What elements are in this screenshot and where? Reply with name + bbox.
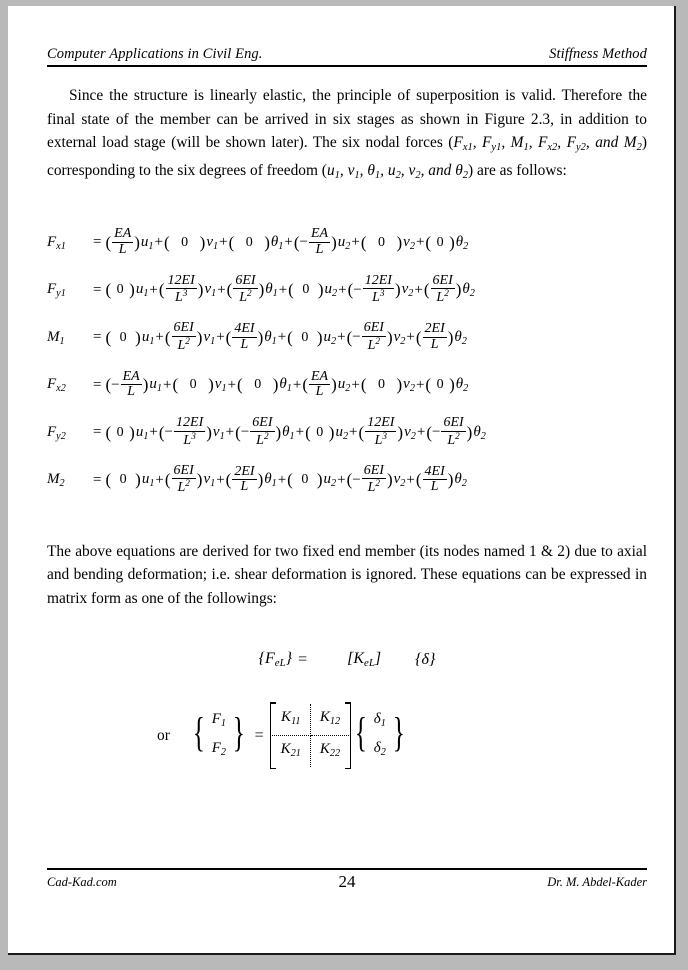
coefficient-zero: 0 [378,234,385,250]
equation-row [47,266,647,314]
equation-term: ( 0 ) $v_1$ [172,375,227,395]
fraction-denominator: $L^2$ [177,478,190,495]
equation-term: ( 0 ) $u_2$ [287,470,337,490]
running-head-right: Stiffness Method [549,46,647,62]
matrix-form-partitioned [47,702,647,769]
fraction-numerator: 6EI [173,462,194,478]
page-content [47,46,647,769]
equation-lhs: $M_1$ [47,328,65,347]
fraction-denominator: $L^3$ [183,430,196,448]
fraction-numerator: 6EI [235,272,256,288]
fraction-numerator: 12EI [176,415,204,431]
plus-sign: + [277,329,287,346]
equation-term: ( $\frac{6EI}{L^2}$ ) $\theta_2$ [423,272,475,305]
coefficient-zero: 0 [301,329,309,345]
fraction [111,227,134,257]
equals-sign: = [93,376,102,393]
fraction [120,370,143,400]
running-head-left: Computer Applications in Civil Eng. [47,46,263,62]
equation-term: ( 0 ) $u_1$ [105,422,149,442]
fraction-denominator: $L^3$ [174,288,188,305]
left-brace-icon: { [354,708,368,755]
fraction-numerator: 6EI [432,272,453,288]
equation-lhs: $F_{y1}$ [47,281,66,300]
running-head [47,46,647,67]
equation-variable: $\theta_2$ [454,328,467,347]
equation-term: ( $\frac{2EI}{L}$ ) $\theta_1$ [225,463,277,495]
plus-sign: + [406,471,415,488]
equation-term: ( 0 ) $u_1$ [105,470,155,490]
equation-block [47,219,647,504]
fraction [249,416,275,448]
coefficient-zero: 0 [378,377,385,393]
matrix-cell: $K_{12}$ [311,704,349,736]
equation-variable: $v_2$ [404,423,416,442]
plus-sign: + [216,329,225,346]
plus-sign: + [338,281,347,298]
equation-term: ( − $\frac{EA}{L}$ ) $u_1$ [105,368,162,400]
fraction-denominator: $L^2$ [256,430,269,448]
plus-sign: + [219,234,228,251]
equation-term: ( $\frac{4EI}{L}$ ) $\theta_2$ [415,463,467,495]
plus-sign: + [278,281,288,298]
equation-term: ( 0 ) $v_2$ [360,375,415,395]
equation-variable: $u_2$ [335,423,349,442]
equation-variable: $\theta_1$ [270,233,284,252]
equation-variable: $v_1$ [206,233,219,252]
explanation-paragraph: The above equations are derived for two fixed end member (its nodes named 1 & 2) due to axial and bending deformation; i.e. shear deformation is ignored. These equations can be expressed in matrix form as one of the followings: [47,542,647,607]
equation-variable: $u_2$ [323,471,337,490]
fraction [231,322,257,352]
equation-term: ( − $\frac{6EI}{L^2}$ ) $\theta_1$ [235,415,295,448]
plus-sign: + [225,424,235,441]
fraction-numerator: 6EI [363,320,384,336]
plus-sign: + [337,329,346,346]
minus-sign: − [111,376,120,393]
page-footer [47,868,647,890]
bracket-cap-right [345,702,350,769]
equation-term: ( $\frac{EA}{L}$ ) $u_2$ [302,368,351,400]
equation-variable: $\theta_2$ [454,471,467,490]
equals-sign: = [93,281,102,298]
plus-sign: + [416,424,426,441]
equation-row [47,314,647,362]
equals-sign-2: = [254,726,264,744]
equation-variable: $\theta_2$ [455,233,469,252]
fraction-numerator: EA [310,368,329,384]
right-brace-icon: } [232,708,245,755]
fraction [361,464,387,496]
fraction [422,465,448,495]
coefficient-zero: 0 [119,472,127,488]
fraction-numerator: 12EI [167,272,195,288]
force-vector-partitioned [189,707,249,765]
or-label: or [157,726,170,744]
fraction [165,274,198,306]
minus-sign: − [352,471,361,488]
fraction-denominator: $L^2$ [367,335,381,353]
footer-row [47,872,647,891]
equals-sign: = [93,424,102,441]
plus-sign: + [155,471,164,488]
plus-sign: + [217,281,226,298]
right-brace-icon: } [392,708,405,755]
document-page [8,6,676,955]
fraction-numerator: 12EI [367,415,395,431]
fraction-denominator: $L^2$ [447,430,460,448]
plus-sign: + [349,424,358,441]
fraction [422,322,448,352]
coefficient-zero: 0 [189,377,197,393]
equation-variable: $\theta_2$ [473,423,486,442]
plus-sign: + [414,281,423,298]
fraction [173,416,206,448]
equals-sign: = [93,329,102,346]
matrix-form-symbolic [47,650,647,669]
fraction-numerator: EA [310,226,329,242]
force-cell: $F_1$ [211,710,226,729]
fraction [232,274,258,306]
plus-sign: + [292,376,302,393]
equation-variable: $u_1$ [141,471,155,490]
equation-variable: $v_1$ [203,471,216,489]
plus-sign: + [216,471,225,488]
matrix-cell: $K_{22}$ [319,741,341,760]
equation-term: ( 0 ) $u_1$ [105,280,149,300]
equation-term: ( $\frac{EA}{L}$ ) $u_1$ [105,226,154,257]
equation-variable: $v_2$ [403,376,415,395]
equation-term: ( 0 ) $\theta_1$ [237,375,292,395]
fraction-denominator: L [315,241,324,257]
equation-variable: $v_1$ [212,423,225,442]
fraction-numerator: 2EI [234,463,255,479]
minus-sign: − [352,329,361,346]
fraction-denominator: L [240,479,249,495]
left-brace-icon: { [192,708,205,755]
equation-term: ( $\frac{12EI}{L^3}$ ) $v_1$ [158,272,217,305]
equation-variable: $\theta_1$ [264,471,277,490]
plus-sign: + [155,329,164,346]
coefficient-zero: 0 [116,282,124,298]
equation-variable: $u_1$ [140,233,154,252]
plus-sign: + [295,424,305,441]
plus-sign: + [351,376,360,393]
equation-row [47,219,647,267]
footer-left: Cad-Kad.com [47,875,117,889]
equation-term: ( 0 ) $u_1$ [105,327,155,347]
equation-lhs: $M_2$ [47,471,65,490]
equation-lhs: $F_{x1}$ [47,233,66,252]
equation-row [47,456,647,504]
coefficient-zero: 0 [316,424,324,440]
equation-term: ( 0 ) $\theta_2$ [425,375,469,395]
plus-sign: + [415,234,425,251]
fraction-denominator: $L^3$ [372,288,385,305]
equation-term: ( 0 ) $v_2$ [360,232,415,252]
equation-variable: $u_2$ [337,376,351,395]
fraction-numerator: 6EI [252,415,273,431]
fraction [171,321,197,353]
displacement-vector-partitioned [351,707,408,765]
equation-row [47,361,647,409]
equation-term: ( 0 ) $u_2$ [288,280,338,300]
equation-variable: $\theta_1$ [282,423,295,442]
equation-term: ( $\frac{2EI}{L}$ ) $\theta_2$ [415,321,467,352]
plus-sign: + [284,234,293,251]
matrix-cell: $K_{11}$ [272,704,311,736]
intro-paragraph [47,84,647,188]
fraction-numerator: 2EI [424,321,445,337]
equation-term: ( − $\frac{12EI}{L^3}$ ) $v_1$ [158,415,225,448]
equation-variable: $u_1$ [141,328,155,347]
force-vector-symbol: $\{F_{eL}\}$ [258,650,293,670]
equation-term: ( − $\frac{EA}{L}$ ) $u_2$ [293,226,351,257]
fraction-numerator: 4EI [424,463,445,479]
fraction-numerator: 6EI [363,462,384,478]
fraction-numerator: EA [114,226,132,242]
fraction-denominator: $L^3$ [374,430,387,448]
intro-text-part1: Since the structure is linearly elastic, the principle of superposition is valid. Therefore the final state of the member can be arrived in six stages as shown in Figure 2.3, in addition to external load stage (will be shown later). The six nodal forces ( [47,87,647,151]
minus-sign: − [164,424,174,441]
equation-term: ( − $\frac{6EI}{L^2}$ ) $v_2$ [346,320,406,353]
equation-term: ( 0 ) $\theta_2$ [425,232,469,252]
fraction-numerator: 6EI [443,415,464,431]
plus-sign: + [227,376,237,393]
matrix-cell: $K_{21}$ [272,736,311,767]
equation-lhs: $F_{y2}$ [47,423,66,442]
coefficient-zero: 0 [116,424,124,440]
fraction-denominator: L [315,384,324,400]
coefficient-zero: 0 [254,377,262,393]
minus-sign: − [431,424,441,441]
equation-variable: $\theta_2$ [455,376,469,395]
plus-sign: + [415,376,425,393]
coefficient-zero: 0 [245,234,253,250]
fraction [362,274,395,306]
footer-rule [47,868,647,870]
fraction-numerator: EA [122,368,140,384]
equals-sign: = [93,471,102,488]
force-list: $F_{x1}$, $F_{y1}$, $M_1$, $F_{x2}$, $F_{y2}$, and $M_2$ [453,134,642,153]
page-number: 24 [338,872,356,891]
fraction [361,321,387,353]
equation-variable: $v_2$ [403,233,415,252]
equation-term: ( 0 ) $v_1$ [163,232,219,252]
coefficient-zero: 0 [436,234,444,250]
fraction-denominator: L [240,336,249,352]
displacement-vector-symbol: {δ} [415,650,436,668]
fraction-numerator: 6EI [173,320,194,336]
fraction-denominator: L [430,336,439,352]
fraction [364,416,397,448]
plus-sign: + [406,329,415,346]
intro-text-part3: ) are as follows: [468,162,567,180]
equation-term: ( $\frac{4EI}{L}$ ) $\theta_1$ [225,321,277,352]
fraction-denominator: $L^2$ [177,335,190,353]
fraction [440,416,466,448]
equation-variable: $u_1$ [135,281,149,300]
equation-variable: $v_1$ [203,328,216,347]
fraction-numerator: 12EI [364,272,392,288]
equation-row [47,409,647,457]
fraction-denominator: $L^2$ [436,288,449,305]
equation-variable: $v_2$ [393,471,406,489]
minus-sign: − [299,234,308,251]
plus-sign: + [351,234,360,251]
plus-sign: + [337,471,346,488]
equation-variable: $v_1$ [204,281,217,299]
equation-variable: $\theta_1$ [264,328,277,347]
plus-sign: + [154,234,163,251]
equation-variable: $u_2$ [324,281,338,300]
fraction [308,370,331,400]
equation-term: ( − $\frac{6EI}{L^2}$ ) $v_2$ [346,462,406,495]
fraction [171,464,197,496]
coefficient-zero: 0 [436,377,444,393]
stiffness-matrix-symbol: $[K_{eL}]$ [347,650,382,670]
equation-term: ( $\frac{6EI}{L^2}$ ) $v_1$ [164,462,216,495]
fraction-denominator: L [118,241,127,257]
fraction [430,274,456,306]
equals-sign: = [93,234,102,251]
fraction [231,465,257,495]
disp-cell: $\delta_1$ [373,710,386,729]
equation-term: ( − $\frac{12EI}{L^3}$ ) $v_2$ [347,272,414,305]
equals-sign-1: = [298,650,308,668]
equation-variable: $\theta_1$ [265,281,278,299]
equation-term: ( 0 ) $\theta_1$ [228,232,284,252]
plus-sign: + [149,281,158,298]
equation-variable: $v_2$ [401,281,414,299]
equation-term: ( $\frac{12EI}{L^3}$ ) $v_2$ [358,415,416,448]
fraction-numerator: 4EI [234,321,255,337]
intro-text-part2: ) corresponding to the six degrees of freedom ( [47,134,647,180]
equation-variable: $u_1$ [135,423,149,442]
equation-term: ( 0 ) $u_2$ [287,327,337,347]
coefficient-zero: 0 [301,472,309,488]
equation-variable: $v_2$ [393,328,406,347]
equation-variable: $v_1$ [214,376,227,395]
fraction-denominator: L [430,479,439,495]
equation-variable: $\theta_1$ [279,376,292,395]
equation-variable: $u_1$ [149,376,162,395]
equation-term: ( $\frac{6EI}{L^2}$ ) $v_1$ [164,320,216,353]
disp-cell: $\delta_2$ [373,739,386,758]
fraction-denominator: $L^2$ [367,478,381,495]
plus-sign: + [162,376,172,393]
equation-variable: $u_2$ [337,233,351,252]
minus-sign: − [240,424,250,441]
footer-right: Dr. M. Abdel-Kader [547,875,647,889]
coefficient-zero: 0 [302,282,310,298]
equation-variable: $\theta_2$ [462,281,475,299]
fraction [308,227,331,257]
coefficient-zero: 0 [119,329,127,345]
force-cell: $F_2$ [211,739,226,758]
stiffness-matrix-partitioned [270,702,351,769]
dof-list: $u_1$, $v_1$, $\theta_1$, $u_2$, $v_2$, and $\theta_2$ [326,162,469,182]
equation-term: ( $\frac{6EI}{L^2}$ ) $\theta_1$ [226,272,278,305]
coefficient-zero: 0 [181,234,189,250]
equation-variable: $u_2$ [323,328,337,347]
plus-sign: + [149,424,158,441]
minus-sign: − [353,281,362,298]
equation-lhs: $F_{x2}$ [47,376,66,395]
fraction-denominator: L [127,384,136,400]
plus-sign: + [277,471,287,488]
equation-term: ( 0 ) $u_2$ [305,422,349,442]
equation-term: ( − $\frac{6EI}{L^2}$ ) $\theta_2$ [426,415,486,448]
fraction-denominator: $L^2$ [239,288,252,305]
